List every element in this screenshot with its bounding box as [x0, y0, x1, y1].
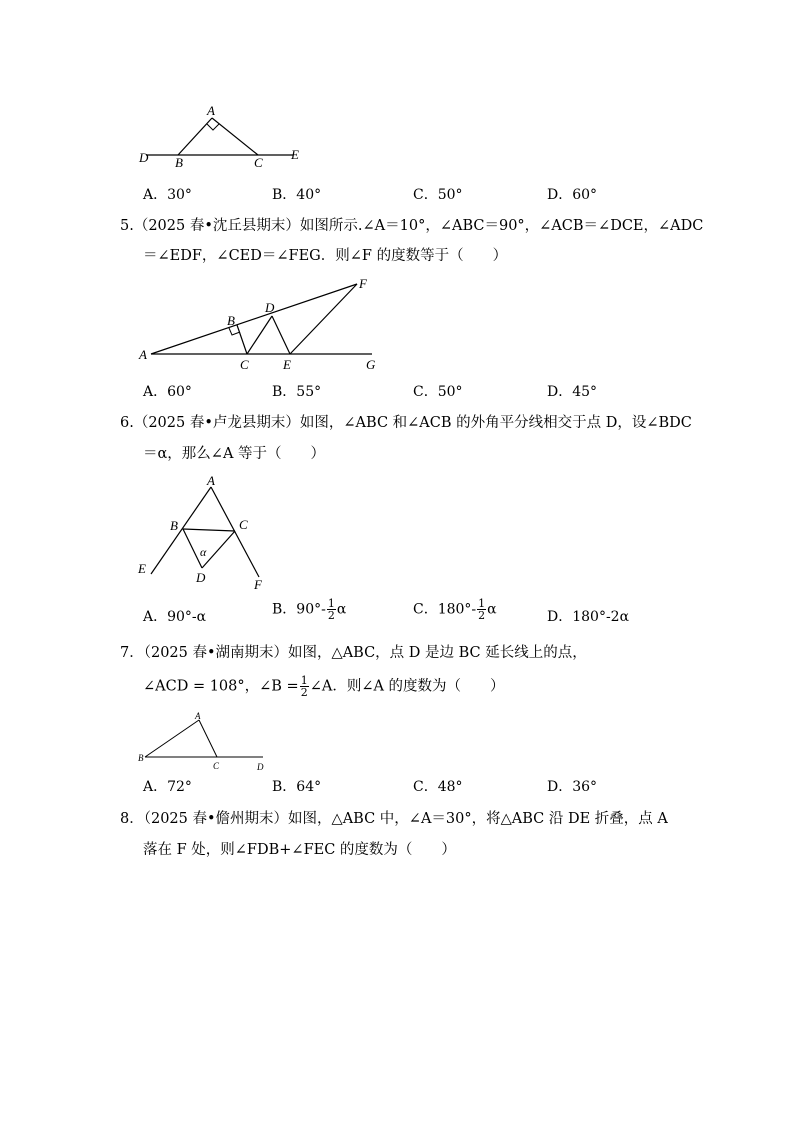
q6-option-c-suffix: α — [487, 601, 497, 618]
q7-stem-line2-prefix: ∠ACD = 108°，∠B = — [143, 678, 299, 695]
q5-option-c[interactable]: C．50° — [413, 384, 463, 400]
q5-option-a[interactable]: A．60° — [143, 384, 192, 400]
q6-option-c-fraction — [477, 598, 486, 621]
q5-stem-line2: ＝∠EDF，∠CED＝∠FEG．则∠F 的度数等于（ ） — [143, 248, 508, 264]
fig5-label-g: G — [366, 357, 376, 372]
q7-option-a[interactable]: A．72° — [143, 779, 192, 795]
q7-stem-line2-suffix: ∠A．则∠A 的度数为（ ） — [309, 678, 505, 695]
q4-figure — [130, 100, 320, 170]
fig7-label-b: B — [138, 753, 144, 763]
q7-option-b[interactable]: B．64° — [272, 779, 322, 795]
q8-stem-line2: 落在 F 处，则∠FDB+∠FEC 的度数为（ ） — [143, 842, 456, 858]
q6-option-d[interactable]: D．180°-2α — [547, 609, 630, 625]
q7-stem-line1: 7．（2025 春•湖南期末）如图，△ABC，点 D 是边 BC 延长线上的点， — [120, 645, 587, 661]
q7-fraction-numerator: 1 — [300, 674, 308, 687]
fig4-label-d: D — [139, 150, 149, 165]
q7-option-c[interactable]: C．48° — [413, 779, 463, 795]
q4-option-c[interactable]: C．50° — [413, 187, 463, 203]
q6-figure — [133, 473, 273, 593]
fig4-label-c: C — [254, 155, 263, 170]
fig6-label-d: D — [196, 570, 206, 585]
fig5-label-f: F — [359, 276, 367, 291]
q7-fraction-denominator: 2 — [300, 686, 308, 699]
q5-stem-line1: 5.（2025 春•沈丘县期末）如图所示.∠A＝10°，∠ABC＝90°，∠ACB＝∠DCE，∠ADC — [120, 218, 704, 234]
q4-option-b[interactable]: B．40° — [272, 187, 322, 203]
fig7-label-a: A — [195, 711, 201, 721]
q6-option-b-numerator: 1 — [327, 597, 335, 610]
q7-figure — [137, 709, 272, 774]
fig5-label-c: C — [240, 357, 249, 372]
q6-stem-line1: 6.（2025 春•卢龙县期末）如图，∠ABC 和∠ACB 的外角平分线相交于点 D，设∠BDC — [120, 415, 692, 431]
fig6-label-b: B — [170, 518, 178, 533]
q4-option-d[interactable]: D．60° — [547, 187, 598, 203]
fig4-label-b: B — [175, 155, 183, 170]
q5-option-d[interactable]: D．45° — [547, 384, 598, 400]
fig5-label-b: B — [227, 313, 235, 328]
fig4-label-e: E — [291, 147, 299, 162]
fig5-label-e: E — [283, 357, 291, 372]
q6-option-b-suffix: α — [336, 601, 347, 618]
fig6-label-a: A — [207, 473, 215, 488]
q7-fraction — [300, 675, 309, 698]
fig6-label-f: F — [254, 577, 262, 592]
q6-option-a[interactable]: A．90°-α — [143, 609, 207, 625]
q4-option-a[interactable]: A．30° — [143, 187, 192, 203]
q7-option-d[interactable]: D．36° — [547, 779, 598, 795]
fig4-label-a: A — [207, 103, 215, 118]
fig5-label-d: D — [265, 300, 275, 315]
q6-stem-line2: ＝α，那么∠A 等于（ ） — [143, 446, 326, 462]
fig6-label-c: C — [239, 517, 248, 532]
q6-option-c-prefix: C．180°- — [413, 601, 477, 618]
fig6-label-alpha: α — [200, 545, 207, 559]
q6-option-b-fraction — [327, 598, 336, 621]
q6-option-b[interactable] — [272, 598, 346, 621]
q5-option-b[interactable]: B．55° — [272, 384, 322, 400]
q5-figure — [135, 277, 385, 372]
fig7-label-c: C — [213, 761, 220, 771]
q6-option-c-denominator: 2 — [478, 609, 486, 622]
fig6-label-e: E — [138, 561, 146, 576]
q6-option-c-numerator: 1 — [478, 597, 486, 610]
fig7-label-d: D — [257, 762, 264, 772]
q6-option-c[interactable] — [413, 598, 497, 621]
q6-option-b-prefix: B．90°- — [272, 601, 326, 618]
q8-stem-line1: 8．（2025 春•儋州期末）如图，△ABC 中，∠A＝30°，将△ABC 沿 DE 折叠，点 A — [120, 811, 668, 827]
q6-option-b-denominator: 2 — [327, 609, 335, 622]
q7-stem-line2 — [143, 675, 505, 698]
fig5-label-a: A — [139, 347, 147, 362]
